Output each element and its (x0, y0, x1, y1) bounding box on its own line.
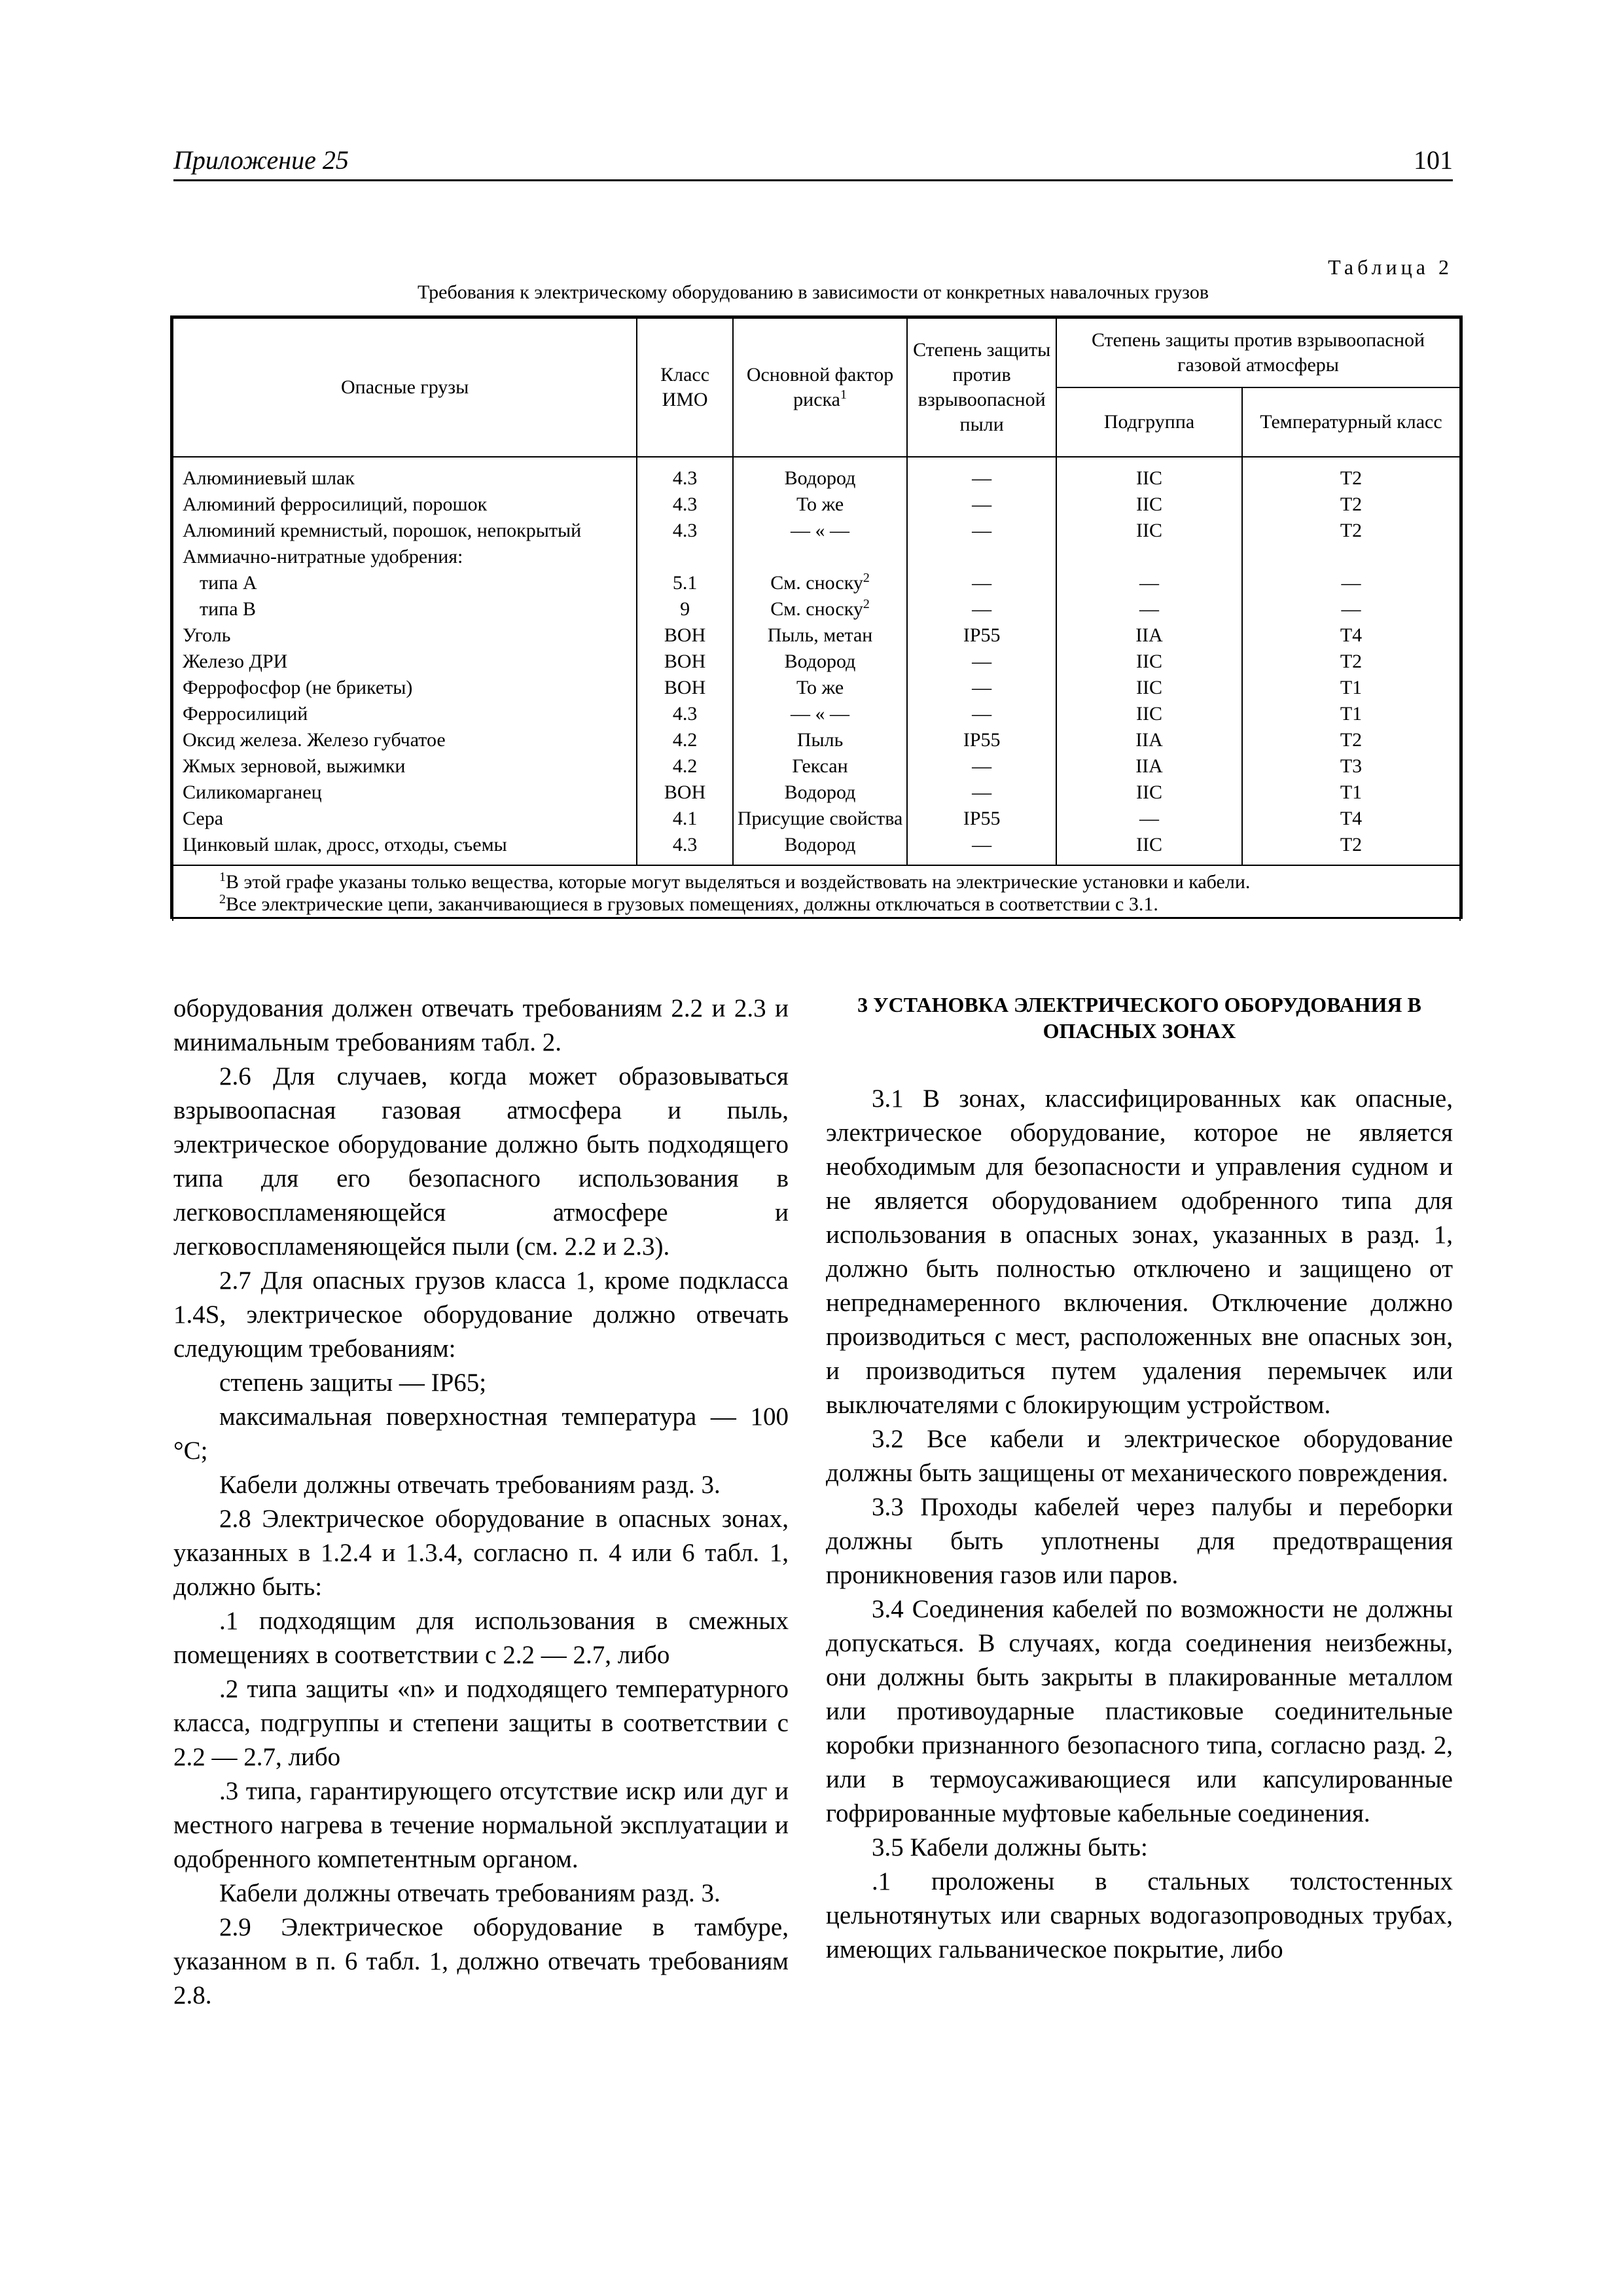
cell-goods (173, 518, 637, 544)
cell-temp-class-text: T2 (1340, 520, 1363, 541)
cell-class (637, 753, 732, 780)
footnote (219, 871, 1450, 893)
cell-goods (173, 675, 637, 701)
cell-risk (733, 622, 907, 649)
cell-temp-class (1242, 622, 1460, 649)
cell-goods-text: Аммиачно-нитратные удобрения: (183, 546, 463, 567)
cell-class (637, 701, 732, 727)
cell-dust-text: IP55 (963, 624, 1001, 646)
cell-temp-class-text: — (1341, 598, 1361, 620)
table-row (173, 518, 1460, 544)
cell-class-text: ВОН (664, 651, 706, 672)
cell-subgroup (1056, 780, 1242, 806)
cell-subgroup (1056, 806, 1242, 832)
cell-subgroup (1056, 596, 1242, 622)
cell-class-text: ВОН (664, 677, 706, 698)
col-header-class: Класс ИМО (637, 318, 732, 457)
cell-goods (173, 753, 637, 780)
cell-temp-class-text: T2 (1340, 729, 1363, 751)
footnote-marker: 2 (863, 597, 870, 611)
cell-temp-class (1242, 753, 1460, 780)
cell-dust (907, 544, 1056, 570)
cell-risk (733, 570, 907, 596)
cell-temp-class (1242, 570, 1460, 596)
cell-goods (173, 832, 637, 865)
table-row (173, 649, 1460, 675)
cell-risk (733, 544, 907, 570)
page-number: 101 (1414, 145, 1453, 175)
paragraph: 2.8 Электрическое оборудование в опасных зонах, указанных в 1.2.4 и 1.3.4, согласно п. 4 или 6 табл. 1, должно быть: (173, 1505, 789, 1601)
cell-risk-text: Гексан (792, 755, 848, 777)
cell-class (637, 727, 732, 753)
cell-goods-text: Алюминиевый шлак (183, 467, 355, 489)
cell-subgroup (1056, 727, 1242, 753)
col-header-gas: Степень защиты против взрывоопасной газовой атмосферы (1056, 318, 1460, 387)
col-header-risk (733, 318, 907, 457)
cell-risk (733, 596, 907, 622)
left-text-column (173, 992, 789, 2013)
paragraph: .2 типа защиты «n» и подходящего температурного класса, подгруппы и степени защиты в соответствии с 2.2 — 2.7, либо (173, 1675, 789, 1771)
cell-subgroup (1056, 457, 1242, 492)
cell-class-text: 4.2 (672, 729, 698, 751)
cell-subgroup-text: IIC (1136, 703, 1163, 725)
cell-goods (173, 649, 637, 675)
cell-dust (907, 596, 1056, 622)
cell-risk-text: — « — (791, 520, 850, 541)
cell-risk (733, 457, 907, 492)
paragraph: 3.3 Проходы кабелей через палубы и переборки должны быть уплотнены для предотвращения проникновения газов или паров. (826, 1493, 1453, 1589)
cell-class-text: 5.1 (672, 572, 698, 594)
cell-dust (907, 457, 1056, 492)
cell-risk (733, 753, 907, 780)
col-header-risk-sup: 1 (840, 387, 847, 402)
cell-class-text: 4.3 (672, 834, 698, 855)
cell-dust (907, 832, 1056, 865)
table-frame (170, 315, 1463, 919)
cell-goods-text: Алюминий кремнистый, порошок, непокрытый (183, 520, 582, 541)
cell-risk-text: То же (796, 493, 844, 515)
footnote-marker: 2 (863, 571, 870, 585)
cell-temp-class-text: T2 (1340, 467, 1363, 489)
right-text-column (826, 992, 1453, 1967)
cell-subgroup (1056, 570, 1242, 596)
cell-subgroup-text: IIC (1136, 651, 1163, 672)
cell-dust (907, 675, 1056, 701)
cell-dust-text: — (972, 703, 992, 725)
cell-goods (173, 492, 637, 518)
cell-risk-text: Водород (784, 781, 856, 803)
cell-subgroup (1056, 544, 1242, 570)
table-row (173, 675, 1460, 701)
cell-subgroup-text: IIC (1136, 467, 1163, 489)
paragraph: 3.5 Кабели должны быть: (872, 1833, 1148, 1861)
paragraph: 3.1 В зонах, классифицированных как опасные, электрическое оборудование, которое не является необходимым для безопасности и управления судном и не является оборудованием одобренного типа для использования в опасных зонах, указанных в разд. 1, должно быть полностью отключено и защищено от непреднамеренного включения. Отключение должно производиться с мест, расположенных вне опасных зон, и производиться путем удаления перемычек или выключателями с блокирующим устройством. (826, 1085, 1453, 1419)
cell-subgroup (1056, 492, 1242, 518)
cell-goods-text: Цинковый шлак, дросс, отходы, съемы (183, 834, 507, 855)
table-footnotes-row (173, 865, 1460, 921)
cell-temp-class (1242, 544, 1460, 570)
cell-subgroup-text: IIC (1136, 520, 1163, 541)
cell-temp-class-text: T4 (1340, 808, 1363, 829)
cell-dust (907, 570, 1056, 596)
cell-subgroup-text: IIC (1136, 493, 1163, 515)
cell-dust (907, 622, 1056, 649)
cell-temp-class-text: T3 (1340, 755, 1363, 777)
cell-risk (733, 649, 907, 675)
cell-dust (907, 753, 1056, 780)
paragraph: 2.6 Для случаев, когда может образовываться взрывоопасная газовая атмосфера и пыль, электрическое оборудование должно быть подходящего типа для его безопасного использования в легковоспламеняющейся атмосфере и легковоспламеняющейся пыли (см. 2.2 и 2.3). (173, 1062, 789, 1261)
cell-subgroup-text: IIA (1135, 729, 1163, 751)
cell-risk-text: Присущие свойства (737, 808, 903, 829)
cell-dust (907, 649, 1056, 675)
paragraph: максимальная поверхностная температура — 100 °С; (173, 1403, 789, 1465)
cell-goods-text: Алюминий ферросилиций, порошок (183, 493, 488, 515)
col-header-temp-class: Температурный класс (1242, 387, 1460, 457)
cell-class-text: 4.3 (672, 493, 698, 515)
running-header (173, 143, 1453, 181)
cell-subgroup-text: IIA (1135, 755, 1163, 777)
cell-class (637, 544, 732, 570)
table-row (173, 457, 1460, 492)
cell-dust (907, 518, 1056, 544)
cell-goods (173, 806, 637, 832)
table-row (173, 753, 1460, 780)
cell-risk-text: То же (796, 677, 844, 698)
cell-dust (907, 727, 1056, 753)
cell-temp-class-text: T1 (1340, 781, 1363, 803)
cell-temp-class (1242, 701, 1460, 727)
cell-dust (907, 780, 1056, 806)
cell-risk-text: Пыль, метан (767, 624, 873, 646)
cell-temp-class (1242, 832, 1460, 865)
cell-goods-text: Жмых зерновой, выжимки (183, 755, 406, 777)
footnote-number: 2 (219, 892, 226, 906)
table-footnotes (173, 865, 1460, 921)
cell-dust-text: — (972, 834, 992, 855)
paragraph: 3.2 Все кабели и электрическое оборудование должны быть защищены от механического повреждения. (826, 1425, 1453, 1487)
cell-temp-class-text: T2 (1340, 493, 1363, 515)
cell-subgroup-text: IIC (1136, 834, 1163, 855)
cell-class (637, 832, 732, 865)
cell-risk-text: Пыль (796, 729, 844, 751)
cell-dust-text: IP55 (963, 729, 1001, 751)
cell-dust-text: — (972, 493, 992, 515)
cell-temp-class-text: T2 (1340, 834, 1363, 855)
col-header-dust: Степень защиты против взрывоопасной пыли (907, 318, 1056, 457)
cell-class-text: 4.3 (672, 467, 698, 489)
footnote-text: Все электрические цепи, заканчивающиеся в грузовых помещениях, должны отключаться в соответствии с 3.1. (226, 893, 1158, 915)
cell-temp-class-text: T1 (1340, 677, 1363, 698)
cell-dust-text: IP55 (963, 808, 1001, 829)
cell-temp-class (1242, 727, 1460, 753)
cell-class-text: 4.2 (672, 755, 698, 777)
cell-temp-class (1242, 675, 1460, 701)
paragraph: .3 типа, гарантирующего отсутствие искр или дуг и местного нагрева в течение нормальной эксплуатации и одобренного компетентным органом. (173, 1777, 789, 1873)
table-row (173, 622, 1460, 649)
cell-subgroup-text: — (1139, 572, 1160, 594)
cell-risk (733, 518, 907, 544)
table-row (173, 832, 1460, 865)
cell-risk (733, 832, 907, 865)
paragraph: 2.7 Для опасных грузов класса 1, кроме подкласса 1.4S, электрическое оборудование должно отвечать следующим требованиям: (173, 1266, 789, 1363)
cell-dust-text: — (972, 520, 992, 541)
cell-goods-text: Железо ДРИ (183, 651, 288, 672)
table-row (173, 701, 1460, 727)
cell-class-text: 9 (680, 598, 690, 620)
cell-subgroup (1056, 701, 1242, 727)
cell-goods (173, 596, 637, 622)
section-heading: 3 УСТАНОВКА ЭЛЕКТРИЧЕСКОГО ОБОРУДОВАНИЯ В ОПАСНЫХ ЗОНАХ (857, 993, 1421, 1043)
cell-temp-class (1242, 457, 1460, 492)
footnote-text: В этой графе указаны только вещества, которые могут выделяться и воздействовать на электрические установки и кабели. (226, 871, 1251, 893)
cell-dust-text: — (972, 598, 992, 620)
cell-temp-class-text: — (1341, 572, 1361, 594)
cell-class (637, 596, 732, 622)
footnote (219, 893, 1450, 916)
cell-risk (733, 701, 907, 727)
cell-risk-text: См. сноску (770, 598, 863, 620)
requirements-table (172, 317, 1461, 921)
cell-class (637, 622, 732, 649)
table-label: Таблица 2 (1328, 255, 1453, 279)
cell-subgroup-text: IIC (1136, 781, 1163, 803)
cell-temp-class (1242, 518, 1460, 544)
cell-temp-class (1242, 492, 1460, 518)
cell-temp-class (1242, 649, 1460, 675)
cell-class (637, 570, 732, 596)
table-title: Требования к электрическому оборудованию в зависимости от конкретных навалочных грузов (417, 281, 1209, 303)
cell-risk-text: Водород (784, 467, 856, 489)
cell-class (637, 649, 732, 675)
paragraph: .1 проложены в стальных толстостенных цельнотянутых или сварных водогазопроводных трубах, имеющих гальваническое покрытие, либо (826, 1867, 1453, 1964)
table-row (173, 544, 1460, 570)
col-header-goods: Опасные грузы (173, 318, 637, 457)
col-header-risk-text: Основной фактор риска (746, 364, 894, 410)
cell-risk (733, 675, 907, 701)
cell-temp-class (1242, 596, 1460, 622)
cell-class (637, 518, 732, 544)
cell-class-text: ВОН (664, 781, 706, 803)
cell-temp-class-text: T2 (1340, 651, 1363, 672)
footnote-number: 1 (219, 870, 226, 884)
table-row (173, 492, 1460, 518)
cell-goods (173, 570, 637, 596)
cell-goods-text: Силикомарганец (183, 781, 322, 803)
cell-risk (733, 492, 907, 518)
cell-class-text: 4.1 (672, 808, 698, 829)
cell-dust-text: — (972, 572, 992, 594)
cell-goods (173, 544, 637, 570)
table-row (173, 727, 1460, 753)
cell-goods (173, 780, 637, 806)
cell-goods-text: Оксид железа. Железо губчатое (183, 729, 446, 751)
paragraph: Кабели должны отвечать требованиям разд. 3. (219, 1471, 721, 1499)
cell-subgroup (1056, 649, 1242, 675)
cell-goods (173, 701, 637, 727)
cell-temp-class-text: T4 (1340, 624, 1363, 646)
cell-class (637, 780, 732, 806)
cell-subgroup-text: — (1139, 808, 1160, 829)
paragraph: оборудования должен отвечать требованиям 2.2 и 2.3 и минимальным требованиям табл. 2. (173, 994, 789, 1056)
cell-goods (173, 457, 637, 492)
table-row (173, 780, 1460, 806)
header-appendix: Приложение 25 (173, 145, 349, 175)
cell-goods-text: Ферросилиций (183, 703, 308, 725)
cell-dust-text: — (972, 651, 992, 672)
paragraph: степень защиты — IP65; (219, 1369, 487, 1397)
cell-dust-text: — (972, 781, 992, 803)
cell-risk (733, 727, 907, 753)
cell-subgroup-text: IIC (1136, 677, 1163, 698)
cell-dust-text: — (972, 755, 992, 777)
cell-subgroup-text: — (1139, 598, 1160, 620)
cell-subgroup (1056, 518, 1242, 544)
cell-temp-class (1242, 780, 1460, 806)
cell-temp-class (1242, 806, 1460, 832)
paragraph: Кабели должны отвечать требованиям разд. 3. (219, 1879, 721, 1907)
cell-risk-text: Водород (784, 834, 856, 855)
cell-risk-text: См. сноску (770, 572, 863, 594)
cell-dust (907, 701, 1056, 727)
cell-dust-text: — (972, 467, 992, 489)
cell-class (637, 806, 732, 832)
cell-class-text: 4.3 (672, 703, 698, 725)
cell-risk-text: Водород (784, 651, 856, 672)
table-row (173, 570, 1460, 596)
cell-goods-text: типа А (200, 572, 257, 594)
table-row (173, 596, 1460, 622)
cell-risk (733, 780, 907, 806)
cell-class (637, 457, 732, 492)
cell-class (637, 675, 732, 701)
cell-subgroup-text: IIA (1135, 624, 1163, 646)
cell-goods-text: типа В (200, 598, 257, 620)
cell-goods-text: Сера (183, 808, 224, 829)
cell-goods (173, 727, 637, 753)
cell-dust-text: — (972, 677, 992, 698)
table-row (173, 806, 1460, 832)
cell-subgroup (1056, 622, 1242, 649)
cell-subgroup (1056, 832, 1242, 865)
table-body (173, 457, 1460, 921)
cell-goods-text: Феррофосфор (не брикеты) (183, 677, 413, 698)
cell-risk-text: — « — (791, 703, 850, 725)
cell-subgroup (1056, 753, 1242, 780)
paragraph: .1 подходящим для использования в смежных помещениях в соответствии с 2.2 — 2.7, либо (173, 1607, 789, 1669)
cell-dust (907, 806, 1056, 832)
cell-risk (733, 806, 907, 832)
cell-dust (907, 492, 1056, 518)
paragraph: 3.4 Соединения кабелей по возможности не должны допускаться. В случаях, когда соединения неизбежны, они должны быть закрыты в плакированные металлом или противоударные пластиковые соединительные коробки признанного безопасного типа, согласно разд. 2, или в термоусаживающиеся или капсулированные гофрированные муфтовые кабельные соединения. (826, 1595, 1453, 1827)
cell-class-text: 4.3 (672, 520, 698, 541)
cell-goods-text: Уголь (183, 624, 231, 646)
col-header-subgroup: Подгруппа (1056, 387, 1242, 457)
paragraph: 2.9 Электрическое оборудование в тамбуре, указанном в п. 6 табл. 1, должно отвечать требованиям 2.8. (173, 1913, 789, 2009)
cell-class (637, 492, 732, 518)
cell-goods (173, 622, 637, 649)
cell-class-text: ВОН (664, 624, 706, 646)
cell-temp-class-text: T1 (1340, 703, 1363, 725)
cell-subgroup (1056, 675, 1242, 701)
